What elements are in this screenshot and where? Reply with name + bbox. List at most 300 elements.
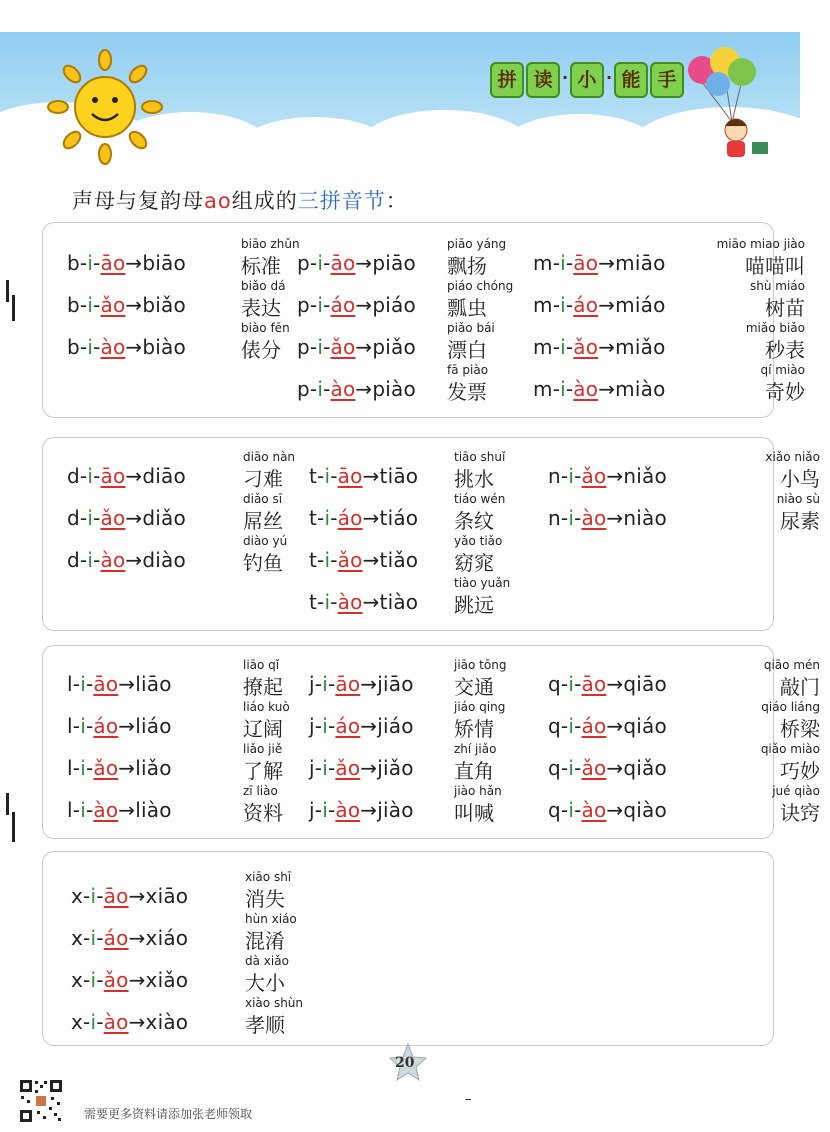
syllable-result: tiào: [379, 590, 419, 614]
word-hanzi: 小鸟: [780, 467, 820, 491]
syllable-entry: [67, 660, 327, 702]
final: ǎo: [335, 756, 361, 780]
dash-mark: –: [465, 1092, 472, 1107]
initial: x: [71, 926, 84, 950]
syllable-entry: [71, 914, 331, 956]
initial: j: [309, 756, 315, 780]
word-pinyin: niào sù: [776, 492, 820, 506]
final: ǎo: [330, 335, 356, 359]
medial: i: [80, 798, 86, 822]
word-hanzi: 交通: [454, 675, 494, 699]
syllable-result: xiǎo: [145, 968, 189, 992]
syllable-result: liáo: [135, 714, 172, 738]
spelling-formula: n-i-ǎo→niǎo: [548, 464, 667, 488]
page-number: 20: [395, 1055, 415, 1071]
word-pinyin: zhí jiǎo: [454, 742, 497, 756]
word-pinyin: diǎo sī: [243, 492, 283, 506]
spelling-formula: m-i-ǎo→miǎo: [533, 335, 666, 359]
initial: l: [67, 672, 73, 696]
medial: i: [80, 672, 86, 696]
syllable-entry: [309, 786, 569, 828]
word-pinyin: liǎo jiě: [243, 742, 283, 756]
initial: j: [309, 672, 315, 696]
syllable-entry: [548, 742, 820, 786]
qr-code-icon[interactable]: [18, 1078, 64, 1124]
spelling-formula: m-i-āo→miāo: [533, 251, 666, 275]
initial: b: [67, 293, 80, 317]
medial: i: [90, 884, 97, 908]
word-hanzi: 发票: [447, 380, 487, 404]
medial: i: [560, 335, 566, 359]
final: áo: [103, 926, 129, 950]
spelling-formula: q-i-áo→qiáo: [548, 714, 667, 738]
medial: i: [324, 506, 331, 530]
syllable-result: jiāo: [377, 672, 414, 696]
syllable-entry: [67, 536, 327, 578]
syllable-result: xiāo: [145, 884, 189, 908]
spelling-formula: q-i-ào→qiào: [548, 798, 667, 822]
word-hanzi: 叫喊: [454, 801, 494, 825]
syllable-entry: [71, 956, 331, 998]
word-pinyin: qiāo mén: [763, 658, 820, 672]
initial: p: [297, 335, 310, 359]
sun-icon: [50, 52, 160, 162]
syllable-box-x: [42, 851, 774, 1046]
spelling-formula: q-i-ǎo→qiǎo: [548, 756, 667, 780]
final: ào: [581, 798, 607, 822]
spelling-formula: b-i-ǎo→biǎo: [67, 293, 186, 317]
spelling-formula: d-i-ào→diào: [67, 548, 186, 572]
initial: j: [309, 714, 315, 738]
initial: l: [67, 714, 73, 738]
word-pinyin: dà xiǎo: [245, 954, 289, 968]
final: āo: [100, 251, 126, 275]
spelling-formula: t-i-ǎo→tiǎo: [309, 548, 419, 572]
spelling-formula: p-i-ào→piào: [297, 377, 416, 401]
syllable-entry: [67, 744, 327, 786]
syllable-result: liāo: [135, 672, 172, 696]
syllable-result: biāo: [142, 251, 186, 275]
spelling-formula: b-i-ào→biào: [67, 335, 186, 359]
initial: t: [309, 590, 318, 614]
word-hanzi: 瓢虫: [447, 296, 487, 320]
final: ào: [573, 377, 599, 401]
syllable-entry: [309, 660, 569, 702]
final: ào: [100, 548, 126, 572]
word-hanzi: 刁难: [243, 467, 283, 491]
final: ào: [581, 506, 607, 530]
medial: i: [568, 672, 575, 696]
syllable-entry: [548, 450, 820, 494]
final: ào: [100, 335, 126, 359]
word-hanzi: 钓鱼: [243, 551, 283, 575]
word-hanzi: 飘扬: [447, 254, 487, 278]
spelling-formula: d-i-ǎo→diǎo: [67, 506, 186, 530]
syllable-entry: [71, 998, 331, 1040]
medial: i: [560, 293, 566, 317]
final: āo: [573, 251, 599, 275]
final: āo: [335, 672, 361, 696]
title-char: 小: [570, 62, 604, 98]
syllable-result: liǎo: [135, 756, 172, 780]
syllable-entry: [533, 279, 805, 323]
word-hanzi: 桥梁: [780, 717, 820, 741]
syllable-result: tiáo: [379, 506, 419, 530]
initial: l: [67, 798, 73, 822]
final: áo: [581, 714, 607, 738]
syllable-result: piào: [372, 377, 416, 401]
word-hanzi: 尿素: [780, 509, 820, 533]
medial: i: [568, 756, 575, 780]
initial: m: [533, 251, 553, 275]
medial: i: [568, 506, 575, 530]
syllable-result: diào: [142, 548, 186, 572]
initial: q: [548, 798, 561, 822]
initial: t: [309, 464, 318, 488]
word-pinyin: diāo nàn: [243, 450, 296, 464]
medial: i: [560, 377, 566, 401]
medial: i: [90, 1010, 97, 1034]
syllable-box-d-t-n: [42, 437, 820, 631]
word-pinyin: tiào yuǎn: [454, 576, 511, 590]
word-hanzi: 树苗: [765, 296, 805, 320]
initial: d: [67, 506, 80, 530]
syllable-entry: [548, 784, 820, 828]
spelling-formula: j-i-ǎo→jiǎo: [309, 756, 414, 780]
spelling-formula: n-i-ào→niào: [548, 506, 667, 530]
word-hanzi: 撩起: [243, 675, 283, 699]
binding-mark: [6, 793, 9, 815]
syllable-result: jiǎo: [377, 756, 414, 780]
final: ǎo: [93, 756, 119, 780]
medial: i: [87, 548, 94, 572]
syllable-entry: [309, 578, 569, 620]
title-char: 拼: [490, 62, 524, 98]
word-hanzi: 奇妙: [765, 380, 805, 404]
spelling-formula: l-i-āo→liāo: [67, 672, 172, 696]
initial: x: [71, 1010, 84, 1034]
initial: m: [533, 293, 553, 317]
syllable-box-b-p-m: [42, 222, 805, 418]
spelling-formula: q-i-āo→qiāo: [548, 672, 667, 696]
final: ào: [103, 1010, 129, 1034]
syllable-result: piāo: [372, 251, 416, 275]
syllable-result: piáo: [372, 293, 416, 317]
medial: i: [324, 464, 331, 488]
syllable-result: niǎo: [623, 464, 667, 488]
word-hanzi: 资料: [243, 801, 283, 825]
initial: m: [533, 377, 553, 401]
final: ào: [93, 798, 119, 822]
syllable-entry: [548, 492, 820, 536]
syllable-entry: [533, 321, 805, 365]
syllable-result: tiāo: [379, 464, 419, 488]
word-hanzi: 消失: [245, 887, 285, 911]
syllable-result: liào: [135, 798, 172, 822]
word-hanzi: 屌丝: [243, 509, 283, 533]
word-hanzi: 大小: [245, 971, 285, 995]
initial: p: [297, 251, 310, 275]
binding-mark: [12, 295, 15, 321]
word-pinyin: piáo chóng: [447, 279, 514, 293]
syllable-result: miāo: [615, 251, 666, 275]
syllable-result: qiáo: [623, 714, 667, 738]
initial: x: [71, 968, 84, 992]
syllable-entry: [309, 536, 569, 578]
initial: t: [309, 506, 318, 530]
word-pinyin: hùn xiáo: [245, 912, 297, 926]
spelling-formula: d-i-āo→diāo: [67, 464, 186, 488]
medial: i: [324, 590, 331, 614]
word-hanzi: 孝顺: [245, 1013, 285, 1037]
syllable-result: diāo: [142, 464, 186, 488]
spelling-formula: t-i-áo→tiáo: [309, 506, 419, 530]
section-subtitle: 声母与复韵母ao组成的三拼音节：: [72, 189, 408, 213]
word-pinyin: qiǎo miào: [760, 742, 820, 756]
syllable-result: qiào: [623, 798, 667, 822]
footer-note: 需要更多资料请添加张老师领取: [84, 1107, 253, 1121]
final: áo: [337, 506, 363, 530]
final: ǎo: [581, 464, 607, 488]
word-pinyin: yǎo tiǎo: [454, 534, 503, 548]
word-pinyin: jiáo qing: [454, 700, 506, 714]
spelling-formula: p-i-āo→piāo: [297, 251, 416, 275]
medial: i: [317, 293, 324, 317]
syllable-entry: [533, 237, 805, 281]
syllable-entry: [67, 494, 327, 536]
initial: d: [67, 548, 80, 572]
medial: i: [317, 335, 324, 359]
word-hanzi: 标准: [241, 254, 281, 278]
word-pinyin: diào yú: [243, 534, 288, 548]
medial: i: [322, 798, 328, 822]
medial: i: [90, 926, 97, 950]
binding-mark: [6, 280, 9, 302]
spelling-formula: b-i-āo→biāo: [67, 251, 186, 275]
initial: n: [548, 506, 561, 530]
medial: i: [568, 714, 575, 738]
word-pinyin: biǎo dá: [241, 279, 286, 293]
spelling-formula: x-i-ǎo→xiǎo: [71, 968, 189, 992]
syllable-result: jiáo: [377, 714, 414, 738]
word-pinyin: xiào shùn: [245, 996, 304, 1010]
medial: i: [322, 672, 328, 696]
syllable-entry: [67, 702, 327, 744]
word-pinyin: biào fēn: [241, 321, 290, 335]
initial: b: [67, 335, 80, 359]
word-pinyin: jiāo tōng: [454, 658, 507, 672]
initial: p: [297, 293, 310, 317]
final: āo: [337, 464, 363, 488]
medial: i: [87, 293, 94, 317]
initial: p: [297, 377, 310, 401]
word-pinyin: zī liào: [243, 784, 278, 798]
final: ào: [337, 590, 363, 614]
medial: i: [87, 335, 94, 359]
initial: j: [309, 798, 315, 822]
page-title: 拼 读 · 小 · 能 手: [490, 62, 684, 98]
final: ào: [330, 377, 356, 401]
syllable-entry: [309, 702, 569, 744]
initial: n: [548, 464, 561, 488]
word-pinyin: piǎo bái: [447, 321, 495, 335]
word-hanzi: 秒表: [765, 338, 805, 362]
syllable-entry: [297, 239, 557, 281]
word-hanzi: 矫情: [454, 717, 494, 741]
word-hanzi: 俵分: [241, 338, 281, 362]
syllable-result: miǎo: [615, 335, 666, 359]
word-hanzi: 辽阔: [243, 717, 283, 741]
syllable-entry: [67, 786, 327, 828]
initial: q: [548, 756, 561, 780]
syllable-entry: [67, 239, 327, 281]
syllable-entry: [297, 365, 557, 407]
final: āo: [330, 251, 356, 275]
word-hanzi: 敲门: [780, 675, 820, 699]
medial: i: [560, 251, 566, 275]
spelling-formula: x-i-áo→xiáo: [71, 926, 189, 950]
syllable-entry: [309, 744, 569, 786]
word-pinyin: qiáo liáng: [761, 700, 820, 714]
word-pinyin: liāo qǐ: [243, 658, 280, 672]
syllable-result: miào: [615, 377, 666, 401]
word-hanzi: 窈窕: [454, 551, 494, 575]
spelling-formula: x-i-ào→xiào: [71, 1010, 189, 1034]
final: āo: [93, 672, 119, 696]
initial: t: [309, 548, 318, 572]
syllable-result: xiào: [145, 1010, 189, 1034]
medial: i: [87, 251, 94, 275]
medial: i: [80, 714, 86, 738]
final: ǎo: [573, 335, 599, 359]
title-char: 读: [526, 62, 560, 98]
syllable-entry: [297, 323, 557, 365]
final: áo: [573, 293, 599, 317]
spelling-formula: l-i-ào→liào: [67, 798, 172, 822]
initial: q: [548, 714, 561, 738]
word-pinyin: biāo zhǔn: [241, 237, 300, 251]
word-hanzi: 巧妙: [780, 759, 820, 783]
syllable-entry: [548, 700, 820, 744]
word-pinyin: piāo yáng: [447, 237, 507, 251]
initial: d: [67, 464, 80, 488]
girl-with-balloons-icon: [680, 42, 790, 162]
syllable-entry: [67, 281, 327, 323]
title-char: 能: [614, 62, 648, 98]
syllable-result: biào: [142, 335, 186, 359]
syllable-result: diǎo: [142, 506, 186, 530]
syllable-result: qiāo: [623, 672, 667, 696]
medial: i: [87, 506, 94, 530]
initial: m: [533, 335, 553, 359]
word-hanzi: 喵喵叫: [745, 254, 805, 278]
medial: i: [324, 548, 331, 572]
initial: q: [548, 672, 561, 696]
word-pinyin: xiāo shī: [245, 870, 292, 884]
syllable-entry: [309, 494, 569, 536]
syllable-result: xiáo: [145, 926, 189, 950]
syllable-entry: [533, 363, 805, 407]
medial: i: [90, 968, 97, 992]
word-pinyin: shù miáo: [750, 279, 805, 293]
medial: i: [80, 756, 86, 780]
medial: i: [317, 251, 324, 275]
final: ǎo: [100, 293, 126, 317]
header-banner: [0, 32, 800, 162]
syllable-entry: [548, 658, 820, 702]
final: ào: [335, 798, 361, 822]
word-hanzi: 混淆: [245, 929, 285, 953]
spelling-formula: j-i-áo→jiáo: [309, 714, 414, 738]
word-pinyin: tiāo shuǐ: [454, 450, 506, 464]
word-hanzi: 表达: [241, 296, 281, 320]
medial: i: [568, 464, 575, 488]
spelling-formula: t-i-ào→tiào: [309, 590, 419, 614]
spelling-formula: l-i-áo→liáo: [67, 714, 172, 738]
spelling-formula: j-i-āo→jiāo: [309, 672, 414, 696]
spelling-formula: m-i-áo→miáo: [533, 293, 666, 317]
final: ǎo: [581, 756, 607, 780]
final: áo: [93, 714, 119, 738]
syllable-entry: [71, 872, 331, 914]
word-pinyin: jiào hǎn: [454, 784, 502, 798]
medial: i: [322, 714, 328, 738]
syllable-entry: [309, 452, 569, 494]
word-hanzi: 漂白: [447, 338, 487, 362]
initial: b: [67, 251, 80, 275]
spelling-formula: m-i-ào→miào: [533, 377, 666, 401]
syllable-result: jiào: [377, 798, 414, 822]
word-pinyin: xiǎo niǎo: [765, 450, 820, 464]
syllable-box-l-j-q: [42, 645, 820, 839]
word-pinyin: qí miào: [760, 363, 805, 377]
word-hanzi: 诀窍: [780, 801, 820, 825]
initial: l: [67, 756, 73, 780]
spelling-formula: p-i-áo→piáo: [297, 293, 416, 317]
final: ǎo: [103, 968, 129, 992]
medial: i: [322, 756, 328, 780]
syllable-entry: [67, 323, 327, 365]
title-char: 手: [650, 62, 684, 98]
syllable-result: biǎo: [142, 293, 186, 317]
final: áo: [330, 293, 356, 317]
syllable-result: qiǎo: [623, 756, 667, 780]
syllable-result: tiǎo: [379, 548, 419, 572]
spelling-formula: p-i-ǎo→piǎo: [297, 335, 416, 359]
word-pinyin: miāo miao jiào: [716, 237, 805, 251]
final: áo: [335, 714, 361, 738]
word-hanzi: 了解: [243, 759, 283, 783]
word-hanzi: 直角: [454, 759, 494, 783]
medial: i: [317, 377, 324, 401]
medial: i: [87, 464, 94, 488]
word-pinyin: tiáo wén: [454, 492, 506, 506]
initial: x: [71, 884, 84, 908]
final: ǎo: [100, 506, 126, 530]
syllable-entry: [67, 452, 327, 494]
syllable-result: niào: [623, 506, 667, 530]
final: āo: [581, 672, 607, 696]
final: āo: [103, 884, 129, 908]
spelling-formula: j-i-ào→jiào: [309, 798, 414, 822]
word-hanzi: 条纹: [454, 509, 494, 533]
binding-mark: [12, 812, 15, 842]
word-pinyin: fā piào: [447, 363, 489, 377]
syllable-result: piǎo: [372, 335, 416, 359]
spelling-formula: x-i-āo→xiāo: [71, 884, 189, 908]
syllable-entry: [297, 281, 557, 323]
spelling-formula: t-i-āo→tiāo: [309, 464, 419, 488]
